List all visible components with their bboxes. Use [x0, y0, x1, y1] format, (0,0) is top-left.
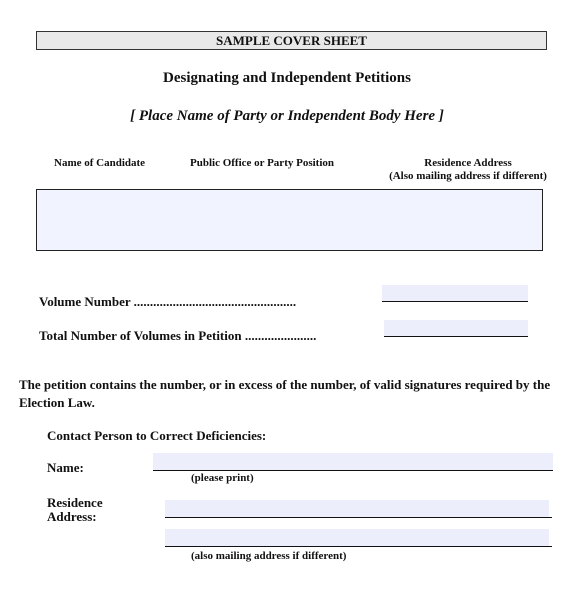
volume-number-input[interactable] [382, 285, 528, 301]
contact-name-label: Name: [47, 460, 84, 475]
column-header-office: Public Office or Party Position [190, 157, 334, 169]
contact-residence-input-2[interactable] [165, 529, 549, 546]
total-volumes-underline [384, 336, 528, 337]
volume-number-label: Volume Number .................................................. [39, 294, 297, 309]
total-volumes-label: Total Number of Volumes in Petition ...................... [39, 328, 317, 343]
signature-statement: The petition contains the number, or in excess of the number, of valid signatures required by the Election Law. [19, 377, 551, 410]
residence-header-note: (Also mailing address if different) [389, 170, 547, 182]
contact-residence-underline-2 [165, 546, 552, 547]
mailing-address-hint: (also mailing address if different) [191, 550, 347, 562]
document-title: Designating and Independent Petitions [163, 70, 411, 86]
cover-sheet-header [36, 31, 547, 50]
residence-label-line-1: Residence [47, 495, 103, 510]
party-placeholder-text: [ Place Name of Party or Independent Body Here ] [130, 108, 444, 124]
residence-label-line-2: Address: [47, 509, 97, 524]
volume-number-underline [382, 301, 528, 302]
please-print-hint: (please print) [191, 472, 254, 484]
column-header-residence [388, 157, 548, 183]
contact-heading: Contact Person to Correct Deficiencies: [47, 428, 267, 443]
header-title: SAMPLE COVER SHEET [216, 33, 367, 48]
column-header-candidate: Name of Candidate [54, 157, 146, 169]
contact-residence-underline-1 [165, 517, 552, 518]
contact-residence-input-1[interactable] [165, 500, 549, 517]
total-volumes-input[interactable] [384, 320, 528, 336]
residence-header-label: Residence Address [424, 157, 512, 169]
contact-name-input[interactable] [153, 453, 553, 470]
contact-residence-label [47, 496, 103, 524]
contact-name-underline [153, 470, 553, 471]
candidate-entry-field[interactable] [36, 189, 543, 251]
